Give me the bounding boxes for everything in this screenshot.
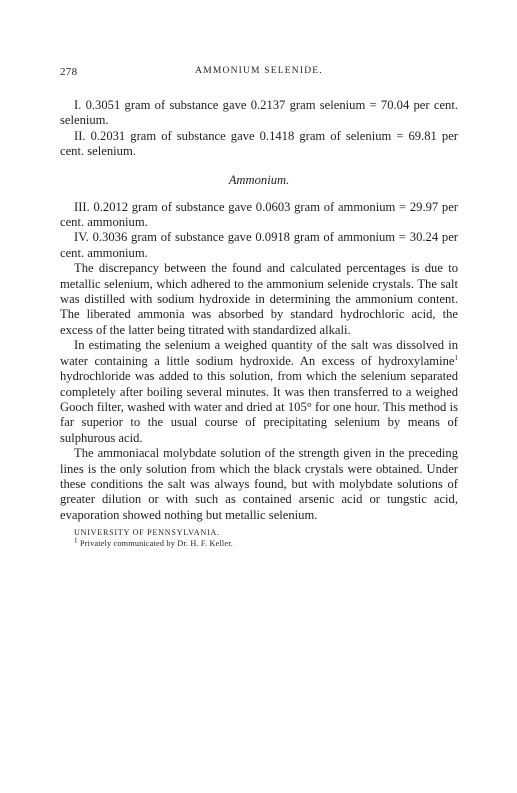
paragraph-selenium-estimation-part-1: In estimating the selenium a weighed quantity of the salt was dissolved in water containing a little sodium hydroxide. An excess of hydroxylamine [60,338,458,368]
footnote-text: Privately communicated by Dr. H. F. Keller. [77,539,233,549]
affiliation: UNIVERSITY OF PENNSYLVANIA. [74,528,220,538]
analysis-ammonium-4: IV. 0.3036 gram of substance gave 0.0918 gram of ammonium = 30.24 per cent. ammonium. [60,230,458,260]
paragraph-selenium-estimation-part-2: hydrochloride was added to this solution, from which the selenium separated completely after boiling several minutes. It was then transferred to a weighed Gooch filter, washed with water and dried at 105° for one hour. This method is far superior to the usual course of precipitating selenium by means of sulphurous acid. [60,369,458,445]
running-title: AMMONIUM SELENIDE. [195,66,323,76]
footnote-mark: 1 [74,536,78,545]
page [60,66,458,549]
running-head [60,66,458,84]
footnote-reference: 1 [454,353,458,362]
analysis-ammonium-3: III. 0.2012 gram of substance gave 0.0603 gram of ammonium = 29.97 per cent. ammonium. [60,199,458,230]
paragraph-selenium-estimation [60,338,458,446]
analysis-selenium-1: I. 0.3051 gram of substance gave 0.2137 gram selenium = 70.04 per cent. selenium. [60,98,458,128]
page-number: 278 [60,66,78,78]
analysis-selenium-2: II. 0.2031 gram of substance gave 0.1418 gram of selenium = 69.81 per cent. selenium. [60,128,458,159]
paragraph-discrepancy: The discrepancy between the found and calculated percentages is due to metallic selenium, which adhered to the ammonium selenide crystals. The salt was distilled with sodium hydroxide in determining the ammonium content. The liberated ammonia was absorbed by standard hydrochloric acid, the excess of the latter being titrated with standardized alkali. [60,261,458,337]
paragraph-molybdate: The ammoniacal molybdate solution of the strength given in the preceding lines is the only solution from which the black crystals were obtained. Under these conditions the salt was always found, but with molybdate solutions of greater dilution or with such as contained arsenic acid or tungstic acid, evaporation showed nothing but metallic selenium. [60,446,458,522]
section-heading-ammonium: Ammonium. [228,172,290,187]
body-text [60,98,458,523]
footnote [74,538,458,549]
